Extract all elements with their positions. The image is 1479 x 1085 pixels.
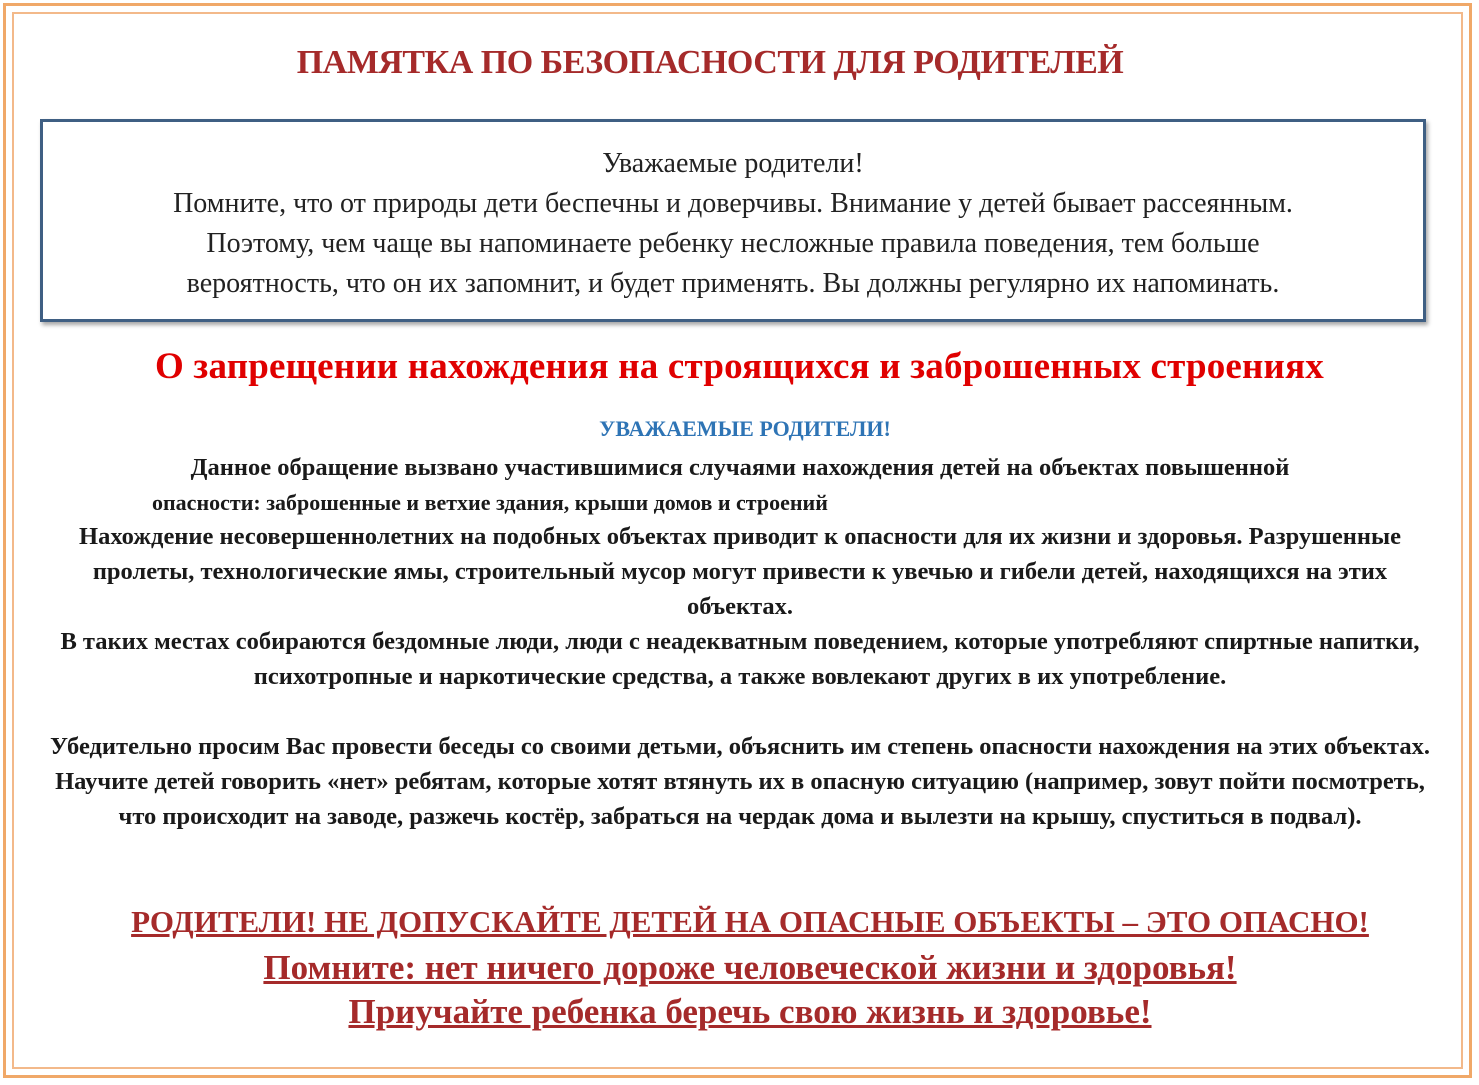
intro-line-1: Помните, что от природы дети беспечны и доверчивы. Внимание у детей бывает рассеянным.	[173, 188, 1293, 219]
intro-greeting: Уважаемые родители!	[602, 148, 864, 179]
warning-line-3: Приучайте ребенка беречь свою жизнь и здоровье!	[348, 992, 1152, 1031]
intro-line-3: вероятность, что он их запомнит, и будет применять. Вы должны регулярно их напоминать.	[186, 268, 1280, 299]
paragraph-4: Убедительно просим Вас провести беседы со своими детьми, объяснить им степень опасности нахождения на этих объектах. Научите детей говорить «нет» ребятам, которые хотят втянуть их в опасную ситуацию (например, зовут пойти посмотреть, что происходит на заводе, разжечь костёр, забраться на чердак дома и вылезти на крышу, спуститься в подвал).	[50, 733, 1430, 830]
warning-line-2: Помните: нет ничего дороже человеческой жизни и здоровья!	[263, 948, 1237, 987]
page-title: ПАМЯТКА ПО БЕЗОПАСНОСТИ ДЛЯ РОДИТЕЛЕЙ	[296, 44, 1124, 81]
section-subtitle: О запрещении нахождения на строящихся и заброшенных строениях	[155, 346, 1324, 387]
intro-box	[40, 119, 1426, 322]
intro-line-2: Поэтому, чем чаще вы напоминаете ребенку несложные правила поведения, тем больше	[206, 228, 1260, 259]
paragraph-1-line-2: опасности: заброшенные и ветхие здания, крыши домов и строений	[152, 490, 828, 515]
paragraph-1-line-1: Данное обращение вызвано участившимися случаями нахождения детей на объектах повышенной	[190, 454, 1290, 481]
paragraph-2: Нахождение несовершеннолетних на подобных объектах приводит к опасности для их жизни и здоровья. Разрушенные пролеты, технологические ямы, строительный мусор могут привести к увечью и гибели детей, находящихся на этих объектах.	[79, 523, 1401, 620]
paragraph-1	[40, 450, 1440, 520]
paragraph-3: В таких местах собираются бездомные люди, люди с неадекватным поведением, которые употребляют спиртные напитки, психотропные и наркотические средства, а также вовлекают других в их употребление.	[60, 628, 1420, 690]
warning-line-1: РОДИТЕЛИ! НЕ ДОПУСКАЙТЕ ДЕТЕЙ НА ОПАСНЫЕ ОБЪЕКТЫ – ЭТО ОПАСНО!	[131, 904, 1369, 939]
salutation: УВАЖАЕМЫЕ РОДИТЕЛИ!	[599, 416, 891, 441]
